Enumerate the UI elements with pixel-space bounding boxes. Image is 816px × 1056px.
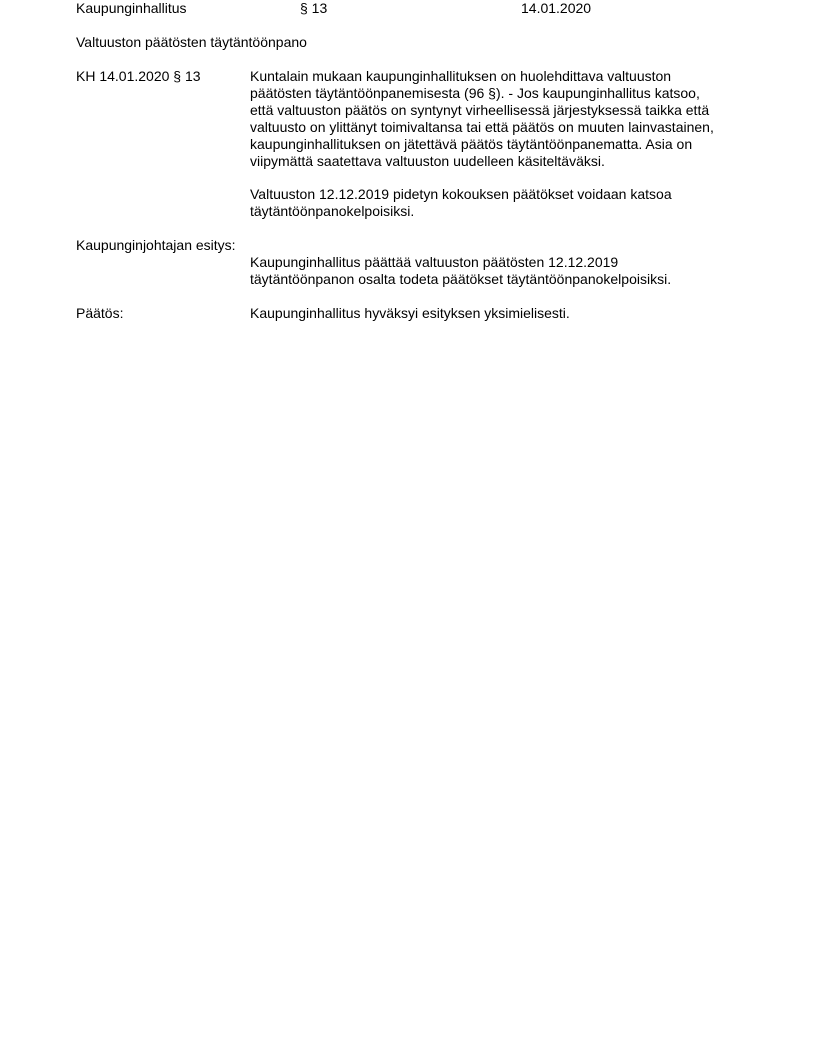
paragraph-line: päätösten täytäntöönpanemisesta (96 §). - Jos kaupunginhallitus katsoo, — [250, 85, 700, 101]
paragraph-line: kaupunginhallituksen on jätettävä päätös täytäntöönpanematta. Asia on — [250, 136, 693, 152]
decision-label: Päätös: — [76, 305, 124, 321]
header-date: 14.01.2020 — [521, 0, 592, 16]
proposal-text — [250, 254, 770, 288]
proposal-line: täytäntöönpanon osalta todeta päätökset täytäntöönpanokelpoisiksi. — [250, 271, 672, 287]
paragraph-line: valtuusto on ylittänyt toimivaltansa tai että päätös on muuten lainvastainen, — [250, 119, 714, 135]
body-paragraph-2 — [250, 186, 770, 220]
header-section: § 13 — [300, 0, 328, 16]
header-organ: Kaupunginhallitus — [76, 0, 187, 16]
paragraph-line: Valtuuston 12.12.2019 pidetyn kokouksen päätökset voidaan katsoa — [250, 186, 672, 202]
paragraph-line: että valtuuston päätös on syntynyt virheellisessä järjestyksessä taikka että — [250, 102, 710, 118]
proposal-line: Kaupunginhallitus päättää valtuuston päätösten 12.12.2019 — [250, 254, 619, 270]
meeting-reference: KH 14.01.2020 § 13 — [76, 68, 201, 84]
paragraph-line: täytäntöönpanokelpoisiksi. — [250, 203, 415, 219]
decision-text: Kaupunginhallitus hyväksyi esityksen yksimielisesti. — [250, 305, 570, 321]
paragraph-line: Kuntalain mukaan kaupunginhallituksen on huolehdittava valtuuston — [250, 68, 672, 84]
paragraph-line: viipymättä saatettava valtuuston uudelleen käsiteltäväksi. — [250, 153, 605, 169]
page-title: Valtuuston päätösten täytäntöönpano — [76, 34, 307, 50]
body-paragraph-1 — [250, 68, 770, 170]
proposal-label: Kaupunginjohtajan esitys: — [76, 237, 236, 253]
